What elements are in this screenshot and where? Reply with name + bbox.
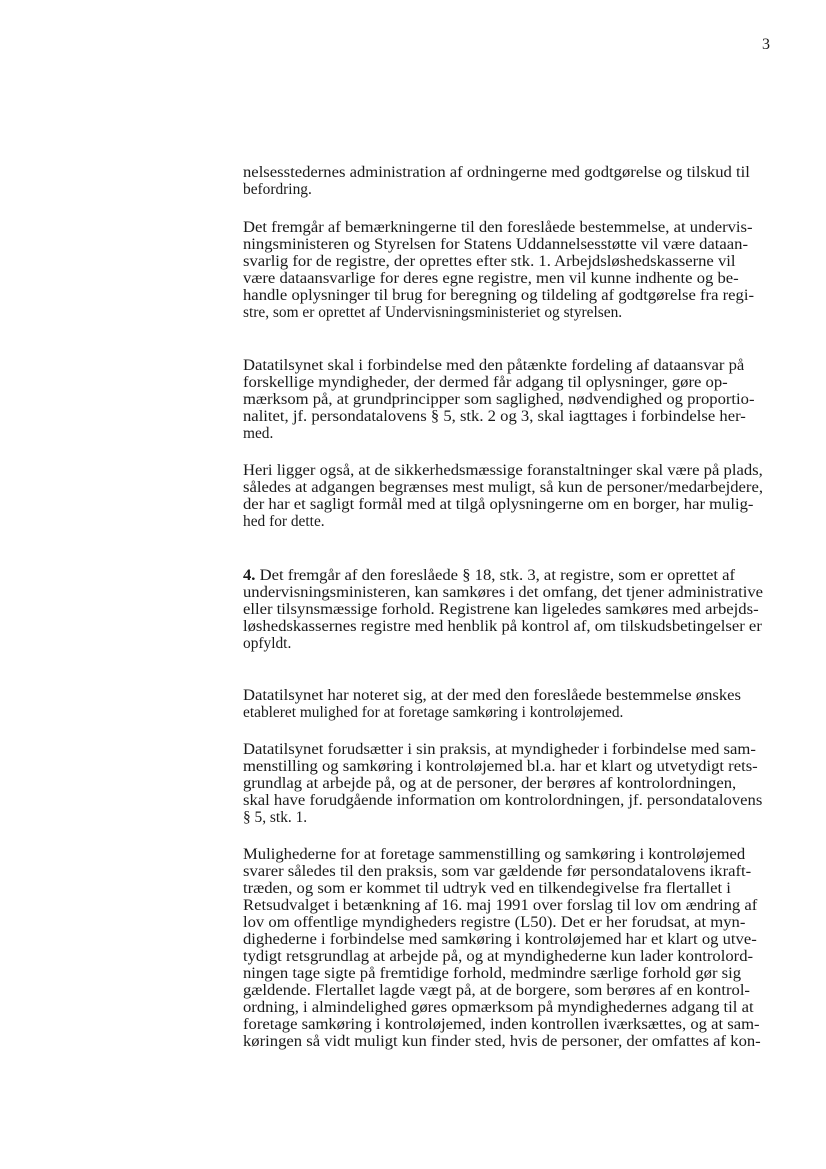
text-line: mærksom på, at grundprincipper som saglighed, nødvendighed og proportio- bbox=[243, 391, 755, 408]
text-line: grundlag at arbejde på, og at de personer, der berøres af kontrolordningen, bbox=[243, 775, 737, 792]
text-line: Retsudvalget i betænkning af 16. maj 1991 over forslag til lov om ændring af bbox=[243, 897, 758, 914]
text-line: ordning, i almindelighed gøres opmærksom på myndighedernes adgang til at bbox=[243, 999, 754, 1016]
text-line: foretage samkøring i kontroløjemed, inden kontrollen iværksættes, og at sam- bbox=[243, 1016, 760, 1033]
text-line: ningsministeren og Styrelsen for Statens Uddannelsesstøtte vil være dataan- bbox=[243, 236, 749, 253]
text-line bbox=[243, 567, 735, 584]
text-line: eller tilsynsmæssige forhold. Registrene kan ligeledes samkøres med arbejds- bbox=[243, 601, 759, 618]
text-line: hed for dette. bbox=[243, 513, 325, 530]
text-line: ningen tage sigte på fremtidige forhold, medmindre særlige forhold gør sig bbox=[243, 965, 742, 982]
text-line: Det fremgår af bemærkningerne til den foreslåede bestemmelse, at undervis- bbox=[243, 219, 753, 236]
text-line: Datatilsynet har noteret sig, at der med den foreslåede bestemmelse ønskes bbox=[243, 687, 742, 704]
text-line: svarer således til den praksis, som var gældende før persondatalovens ikraft- bbox=[243, 863, 752, 880]
text-line: befordring. bbox=[243, 181, 312, 198]
text-line: Datatilsynet skal i forbindelse med den påtænkte fordeling af dataansvar på bbox=[243, 357, 745, 374]
section-number: 4. bbox=[243, 567, 256, 584]
section-text: Det fremgår af den foreslåede § 18, stk. 3, at registre, som er oprettet af bbox=[255, 567, 736, 584]
text-line: forskellige myndigheder, der dermed får adgang til oplysninger, gøre op- bbox=[243, 374, 728, 391]
text-line: således at adgangen begrænses mest muligt, så kun de personer/medarbejdere, bbox=[243, 479, 763, 496]
text-line: med. bbox=[243, 425, 274, 442]
text-line: menstilling og samkøring i kontroløjemed bl.a. har et klart og utvetydigt rets- bbox=[243, 758, 758, 775]
page-number: 3 bbox=[762, 36, 770, 53]
text-line: undervisningsministeren, kan samkøres i det omfang, det tjener administrative bbox=[243, 584, 764, 601]
text-line: Heri ligger også, at de sikkerhedsmæssige foranstaltninger skal være på plads, bbox=[243, 462, 763, 479]
text-line: lov om offentlige myndigheders registre (L50). Det er her forudsat, at myn- bbox=[243, 914, 746, 931]
text-line: køringen så vidt muligt kun finder sted, hvis de personer, der omfattes af kon- bbox=[243, 1033, 761, 1050]
text-line: dighederne i forbindelse med samkøring i kontroløjemed har et klart og utve- bbox=[243, 931, 757, 948]
text-line: gældende. Flertallet lagde vægt på, at de borgere, som berøres af en kontrol- bbox=[243, 982, 750, 999]
text-line: svarlig for de registre, der oprettes efter stk. 1. Arbejdsløshedskasserne vil bbox=[243, 253, 736, 270]
text-line: træden, og som er kommet til udtryk ved en tilkendegivelse fra flertallet i bbox=[243, 880, 731, 897]
text-line: nelsesstedernes administration af ordningerne med godtgørelse og tilskud til bbox=[243, 164, 750, 181]
text-line: være dataansvarlige for deres egne registre, men vil kunne indhente og be- bbox=[243, 270, 739, 287]
text-line: stre, som er oprettet af Undervisningsministeriet og styrelsen. bbox=[243, 304, 623, 321]
text-line: tydigt retsgrundlag at arbejde på, og at myndighederne kun lader kontrolord- bbox=[243, 948, 754, 965]
text-line: etableret mulighed for at foretage samkøring i kontroløjemed. bbox=[243, 704, 624, 721]
text-line: nalitet, jf. persondatalovens § 5, stk. 2 og 3, skal iagttages i forbindelse her- bbox=[243, 408, 746, 425]
text-line: Datatilsynet forudsætter i sin praksis, at myndigheder i forbindelse med sam- bbox=[243, 741, 756, 758]
text-line: løshedskassernes registre med henblik på kontrol af, om tilskudsbetingelser er bbox=[243, 618, 762, 635]
text-line: der har et sagligt formål med at tilgå oplysningerne om en borger, har mulig- bbox=[243, 496, 754, 513]
text-line: Mulighederne for at foretage sammenstilling og samkøring i kontroløjemed bbox=[243, 846, 746, 863]
text-line: skal have forudgående information om kontrolordningen, jf. persondatalovens bbox=[243, 792, 763, 809]
text-line: opfyldt. bbox=[243, 635, 292, 652]
text-line: handle oplysninger til brug for beregning og tildeling af godtgørelse fra regi- bbox=[243, 287, 754, 304]
text-line: § 5, stk. 1. bbox=[243, 809, 308, 826]
